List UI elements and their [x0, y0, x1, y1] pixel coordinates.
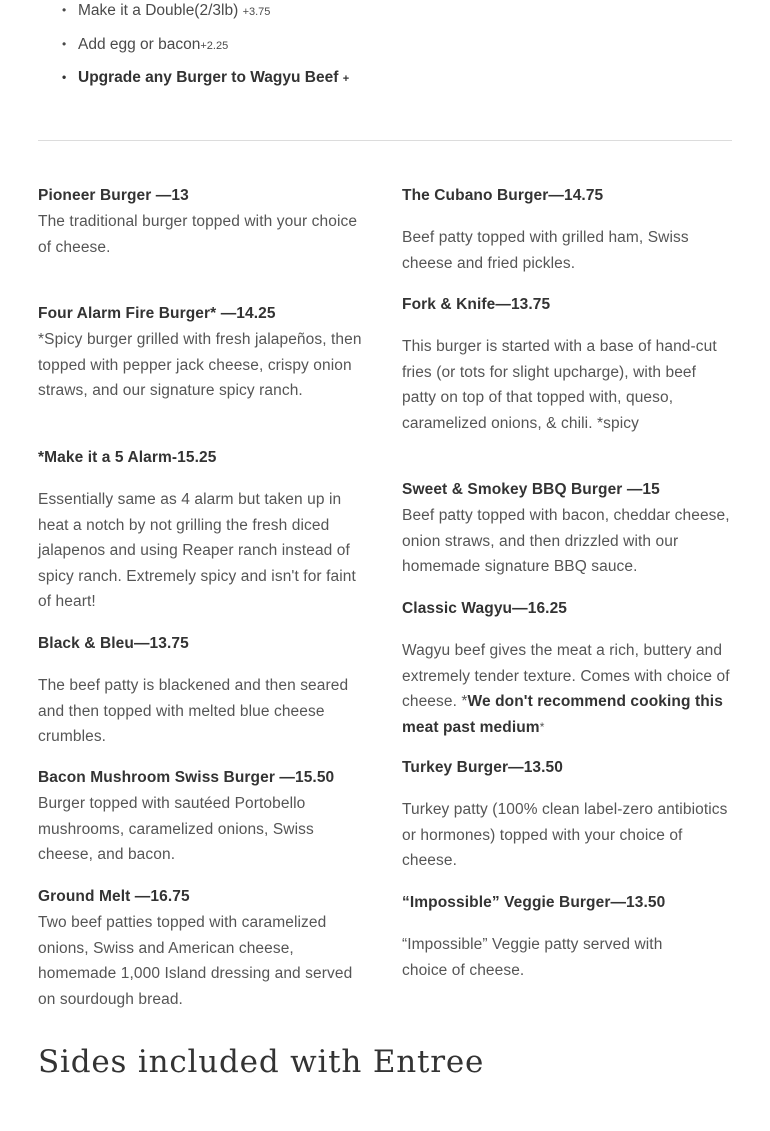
bullet-icon: •: [62, 36, 67, 51]
item-desc-bbq: Beef patty topped with bacon, cheddar cheese, onion straws, and then drizzled with our homemade signature BBQ sauce.: [402, 507, 730, 576]
item-title-turkey: Turkey Burger—13.50: [402, 759, 563, 776]
item-desc-bacon-mushroom: Burger topped with sautéed Portobello mushrooms, caramelized onions, Swiss cheese, and bacon.: [38, 795, 314, 864]
addons-list: [62, 0, 349, 101]
wagyu-warning: We don't recommend cooking this meat past medium: [402, 693, 723, 736]
item-title-ground-melt: Ground Melt —16.75: [38, 888, 190, 905]
addon-label: Make it a Double(2/3lb): [78, 2, 243, 19]
addon-item-wagyu-upgrade: [62, 67, 349, 101]
item-desc-fork-knife: This burger is started with a base of hand-cut fries (or tots for slight upcharge), with beef patty on top of that topped with, queso, caramelized onions, & chili. *spicy: [402, 338, 717, 432]
wagyu-desc-text: Wagyu beef gives the meat a rich, buttery and extremely tender texture. Comes with choice of cheese. *: [402, 642, 730, 711]
item-desc-five-alarm: Essentially same as 4 alarm but taken up in heat a notch by not grilling the fresh diced jalapenos and using Reaper ranch instead of spicy ranch. Extremely spicy and isn't for faint of heart!: [38, 491, 356, 611]
item-title-bacon-mushroom: Bacon Mushroom Swiss Burger —15.50: [38, 769, 335, 786]
addon-price: +2.25: [200, 39, 229, 52]
item-title-bbq: Sweet & Smokey BBQ Burger —15: [402, 481, 660, 498]
addon-item-egg-bacon: [62, 34, 349, 68]
addon-label: Upgrade any Burger to Wagyu Beef: [78, 69, 343, 86]
item-title-pioneer: Pioneer Burger —13: [38, 187, 189, 204]
item-desc-cubano: Beef patty topped with grilled ham, Swiss cheese and fried pickles.: [402, 229, 689, 272]
section-divider: [38, 140, 732, 141]
item-desc-pioneer: The traditional burger topped with your choice of cheese.: [38, 213, 358, 256]
item-title-classic-wagyu: Classic Wagyu—16.25: [402, 600, 568, 617]
item-desc-impossible: “Impossible” Veggie patty served with choice of cheese.: [402, 936, 663, 979]
item-desc-four-alarm: *Spicy burger grilled with fresh jalapeños, then topped with pepper jack cheese, crispy onion straws, and our signature spicy ranch.: [38, 331, 362, 400]
item-title-black-bleu: Black & Bleu—13.75: [38, 635, 189, 652]
item-title-four-alarm: Four Alarm Fire Burger* —14.25: [38, 305, 276, 322]
bullet-icon: •: [62, 70, 67, 84]
item-desc-classic-wagyu: [402, 638, 732, 740]
wagyu-warning-star: *: [539, 719, 545, 734]
addon-label: Add egg or bacon: [78, 35, 201, 53]
item-desc-black-bleu: The beef patty is blackened and then seared and then topped with melted blue cheese crumbles.: [38, 677, 349, 746]
item-desc-ground-melt: Two beef patties topped with caramelized onions, Swiss and American cheese, homemade 1,000 Island dressing and served on sourdough bread.: [38, 914, 353, 1008]
addon-price: +3.75: [242, 6, 271, 18]
bullet-icon: •: [62, 3, 67, 17]
item-title-cubano: The Cubano Burger—14.75: [402, 187, 604, 204]
item-desc-turkey: Turkey patty (100% clean label-zero antibiotics or hormones) topped with your choice of cheese.: [402, 801, 728, 870]
item-title-five-alarm: *Make it a 5 Alarm-15.25: [38, 449, 217, 466]
item-title-fork-knife: Fork & Knife—13.75: [402, 296, 551, 313]
sides-heading: Sides included with Entree: [38, 1044, 485, 1080]
addon-price: +: [342, 73, 350, 85]
addon-item-double: [62, 0, 349, 34]
item-title-impossible: “Impossible” Veggie Burger—13.50: [402, 894, 666, 911]
